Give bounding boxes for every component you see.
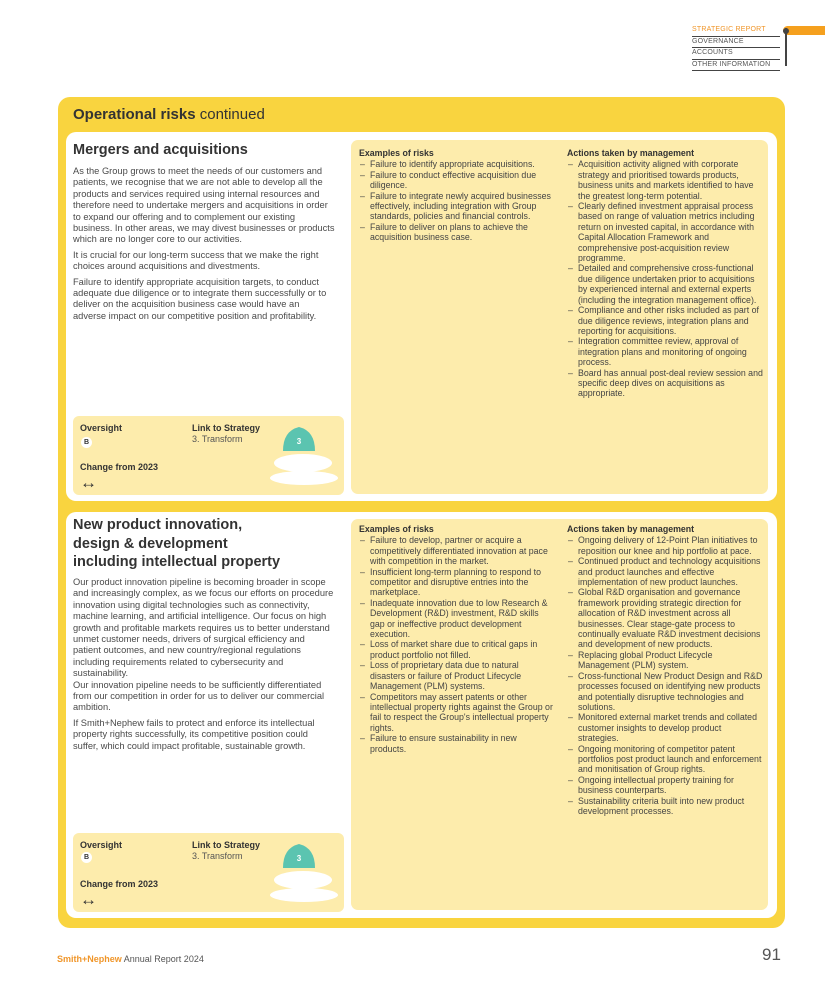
oversight-strategy-box	[73, 416, 344, 495]
examples-of-risks: Examples of risks – Failure to identify appropriate acquisitions. – Failure to conduct effective acquisition due diligence. – Failure to integrate newly acquired businesses effectively, including integration with Group standards, policies and financial controls. – Failure to deliver on plans to achieve the acquisition business case.	[359, 148, 555, 243]
list-item: – Board has annual post-deal review session and specific deep dives on acquisitions as appropriate.	[567, 368, 763, 399]
active-section-tab	[783, 26, 825, 35]
list-item: – Inadequate innovation due to low Research & Development (R&D) investment, R&D skills gap or ineffective product development execution.	[359, 598, 555, 640]
list-item: – Sustainability criteria built into new product development processes.	[567, 796, 763, 817]
list-item: – Competitors may assert patents or other intellectual property rights against the Group or fail to respect the Group's intellectual property rights.	[359, 692, 555, 734]
nav-other-information[interactable]: OTHER INFORMATION	[692, 61, 780, 72]
list-item: – Loss of market share due to critical gaps in product portfolio not filled.	[359, 639, 555, 660]
list-item: – Failure to ensure sustainability in new products.	[359, 733, 555, 754]
examples-of-risks: Examples of risks – Failure to develop, partner or acquire a competitively differentiated innovation at pace with competition in the market. – Insufficient long-term planning to respond to competitor and disruptive entries into the marketplace. – Inadequate innovation due to low Research & Development (R&D) investment, R&D skills gap or ineffective product development execution. – Loss of market share due to critical gaps in product portfolio not filled. – Loss of proprietary data due to natural disasters or failure of Product Lifecycle Management (PLM) systems. – Competitors may assert patents or other intellectual property rights against the Group or fail to respect the Group's intellectual property rights. – Failure to ensure sustainability in new products.	[359, 524, 555, 754]
footer-brand: Smith+Nephew Annual Report 2024	[57, 954, 204, 964]
nav-marker-dot	[783, 28, 789, 34]
link-to-strategy-value: 3. Transform	[192, 851, 243, 861]
list-item: – Ongoing intellectual property training for business counterparts.	[567, 775, 763, 796]
list-item: – Failure to develop, partner or acquire a competitively differentiated innovation at pace with competition in the market.	[359, 535, 555, 566]
list-item: – Loss of proprietary data due to natural disasters or failure of Product Lifecycle Management (PLM) systems.	[359, 660, 555, 691]
nav-strategic-report[interactable]: STRATEGIC REPORT	[692, 26, 780, 37]
oversight-label: Oversight	[80, 840, 123, 850]
list-item: – Integration committee review, approval of integration plans and monitoring of ongoing process.	[567, 336, 763, 367]
no-change-arrows-icon: ↔	[80, 473, 97, 492]
list-item: – Failure to integrate newly acquired businesses effectively, including integration with Group standards, policies and financial controls.	[359, 191, 555, 222]
no-change-arrows-icon: ↔	[80, 890, 97, 909]
actions-by-management: Actions taken by management – Ongoing delivery of 12-Point Plan initiatives to reposition our knee and hip portfolio at pace. – Continued product and technology acquisitions and product launches and effective implementation of new product launches. – Global R&D organisation and governance framework providing strategic direction for allocation of R&D investment across all businesses. Clear stage-gate process to continually evaluate R&D investment decisions and development of new products. – Replacing global Product Lifecycle Management (PLM) system. – Cross-functional New Product Design and R&D processes focused on identifying new products and potentially disruptive technologies and solutions. – Monitored external market trends and collated customer insights to develop product strategies. – Ongoing monitoring of competitor patent portfolios post product launch and enforcement and monitisation of Group rights. – Ongoing intellectual property training for business counterparts. – Sustainability criteria built into new product development processes.	[567, 524, 763, 816]
list-item: – Global R&D organisation and governance framework providing strategic direction for allocation of R&D investment across all businesses. Clear stage-gate process to continually evaluate R&D investment decisions and development of new products.	[567, 587, 763, 649]
link-to-strategy-label: Link to Strategy	[192, 840, 261, 850]
list-item: – Compliance and other risks included as part of due diligence reviews, integration plans and reporting for acquisitions.	[567, 305, 763, 336]
list-item: – Cross-functional New Product Design and R&D processes focused on identifying new products and potentially disruptive technologies and solutions.	[567, 671, 763, 713]
stone-number: 3	[296, 437, 302, 446]
oversight-badge: B	[81, 437, 92, 448]
link-to-strategy-value: 3. Transform	[192, 434, 243, 444]
oversight-strategy-box	[73, 833, 344, 912]
list-item: – Ongoing delivery of 12-Point Plan initiatives to reposition our knee and hip portfolio at pace.	[567, 535, 763, 556]
nav-accounts[interactable]: ACCOUNTS	[692, 49, 780, 60]
section-title: Mergers and acquisitions	[73, 142, 248, 158]
section-description: Our product innovation pipeline is becoming broader in scope and increasingly complex, as we focus our efforts on procedure innovation using digital technologies such as connectivity, machine learning, and artificial intelligence. Our focus on high growth and profitable markets requires us to better understand unmet customer needs, drivers of surgical efficiency and patient outcomes, and new country/regional regulations including requirements related to cybersecurity and sustainability. Our innovation pipeline needs to be sufficiently differentiated from our competition in order for us to deliver our commercial ambition. If Smith+Nephew fails to protect and enforce its intellectual property rights successfully, its competitive position could suffer, which could impact profitable, sustainable growth.	[73, 577, 334, 751]
list-item: – Insufficient long-term planning to respond to competitor and disruptive entries into the marketplace.	[359, 567, 555, 598]
list-item: – Continued product and technology acquisitions and product launches and effective implementation of new product launches.	[567, 556, 763, 587]
list-item: – Monitored external market trends and collated customer insights to develop product strategies.	[567, 712, 763, 743]
section-title: New product innovation, design & development including intellectual property	[73, 517, 281, 570]
list-item: – Ongoing monitoring of competitor patent portfolios post product launch and enforcement and monitisation of Group rights.	[567, 744, 763, 775]
page-number: 91	[762, 945, 781, 964]
stacked-stones-icon	[268, 423, 340, 485]
actions-by-management: Actions taken by management – Acquisition activity aligned with corporate strategy and prioritised towards products, business units and markets identified to have the greatest long-term potential. – Clearly defined investment appraisal process based on range of valuation metrics including return on invested capital, in accordance with Capital Allocation Framework and comprehensive post-acquisition review programme. – Detailed and comprehensive cross-functional due diligence undertaken prior to acquisitions by experienced internal and external experts (including the integration management office). – Compliance and other risks included as part of due diligence reviews, integration plans and reporting for acquisitions. – Integration committee review, approval of integration plans and monitoring of ongoing process. – Board has annual post-deal review session and specific deep dives on acquisitions as appropriate.	[567, 148, 763, 399]
section-description: As the Group grows to meet the needs of our customers and patients, we recognise that we are not able to develop all the products and services required using internal resources and therefore need to undertake mergers and acquisitions in order to expand our offering and to complement our existing business. In other areas, we may divest businesses or products which are no longer core to our activities. It is crucial for our long-term success that we make the right choices around acquisitions and divestments. Failure to identify appropriate acquisition targets, to conduct adequate due diligence or to integrate them successfully or to deliver on the acquisition business case would have an adverse impact on our competitive position and profitability.	[73, 166, 335, 321]
nav-governance[interactable]: GOVERNANCE	[692, 38, 780, 49]
oversight-badge: B	[81, 852, 92, 863]
list-item: – Replacing global Product Lifecycle Management (PLM) system.	[567, 650, 763, 671]
stacked-stones-icon	[268, 840, 340, 902]
change-label: Change from 2023	[80, 879, 159, 889]
list-item: – Acquisition activity aligned with corporate strategy and prioritised towards products, business units and markets identified to have the greatest long-term potential.	[567, 159, 763, 201]
list-item: – Failure to conduct effective acquisition due diligence.	[359, 170, 555, 191]
change-label: Change from 2023	[80, 462, 159, 472]
oversight-label: Oversight	[80, 423, 123, 433]
list-item: – Clearly defined investment appraisal process based on range of valuation metrics including return on invested capital, in accordance with Capital Allocation Framework and comprehensive post-acquisition review programme.	[567, 201, 763, 263]
list-item: – Detailed and comprehensive cross-functional due diligence undertaken prior to acquisitions by experienced internal and external experts (including the integration management office).	[567, 263, 763, 305]
stone-number: 3	[296, 854, 302, 863]
section-nav	[692, 26, 780, 72]
list-item: – Failure to deliver on plans to achieve the acquisition business case.	[359, 222, 555, 243]
page-title: Operational risks continued	[73, 106, 265, 123]
link-to-strategy-label: Link to Strategy	[192, 423, 261, 433]
list-item: – Failure to identify appropriate acquisitions.	[359, 159, 555, 169]
